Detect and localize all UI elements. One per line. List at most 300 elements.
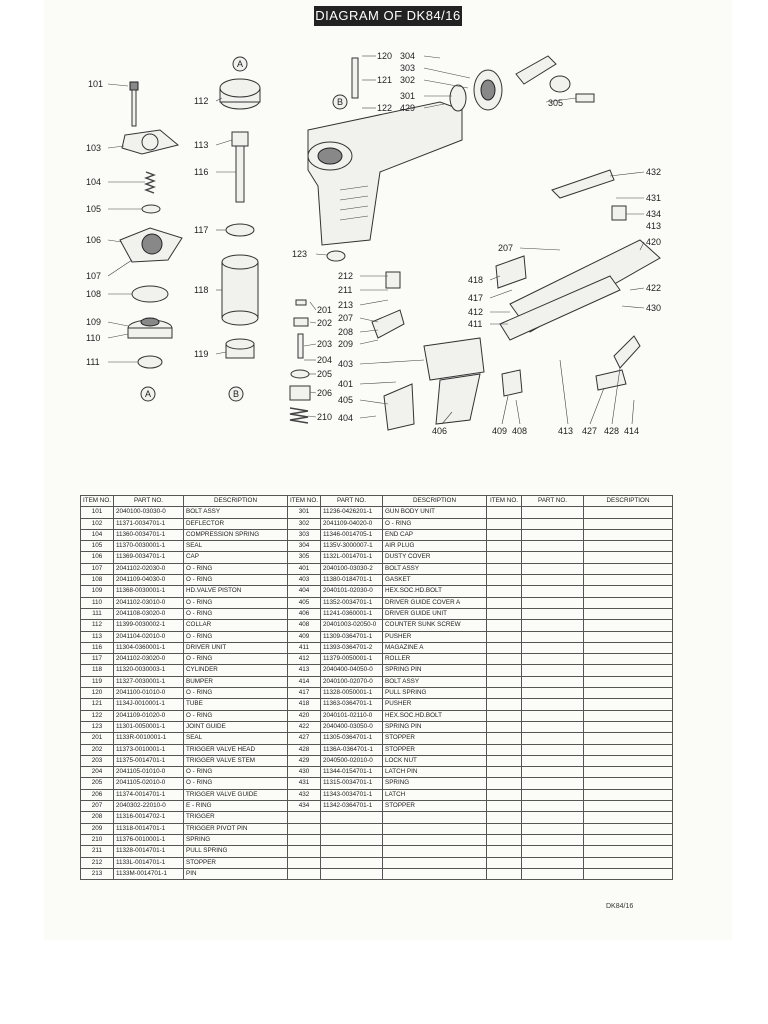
o-ring-302 [450, 85, 466, 111]
table-cell [584, 710, 673, 721]
table-row [81, 699, 673, 710]
table-cell: 413 [288, 665, 321, 676]
callout-411: 411 [468, 319, 483, 329]
table-cell: 2040302-22010-0 [114, 801, 184, 812]
table-cell: 2041102-03020-0 [114, 654, 184, 665]
table-cell [522, 789, 584, 800]
table-row [81, 755, 673, 766]
table-cell [584, 778, 673, 789]
table-cell [487, 665, 522, 676]
callout-303: 303 [400, 63, 416, 73]
table-cell: 11373-0010001-1 [114, 744, 184, 755]
table-cell [584, 733, 673, 744]
table-cell [522, 631, 584, 642]
table-cell: 431 [288, 778, 321, 789]
table-cell: BOLT ASSY [383, 563, 487, 574]
seal-105 [142, 205, 160, 213]
callout-212: 212 [338, 271, 354, 281]
callout-202: 202 [317, 318, 333, 328]
table-row [81, 812, 673, 823]
callout-103: 103 [86, 143, 102, 153]
table-cell: 429 [288, 755, 321, 766]
callout-101: 101 [88, 79, 104, 89]
table-cell [522, 699, 584, 710]
air-plug-304 [516, 56, 556, 84]
table-cell: 2041109-04020-0 [321, 518, 383, 529]
table-cell [584, 631, 673, 642]
table-cell: 11380-0184701-1 [321, 575, 383, 586]
table-cell [522, 846, 584, 857]
table-cell [487, 631, 522, 642]
table-cell: 2040101-02030-0 [321, 586, 383, 597]
table-cell: 11399-0030002-1 [114, 620, 184, 631]
callout-428: 428 [604, 426, 620, 436]
collar-112 [220, 79, 260, 109]
callout-113: 113 [194, 140, 209, 150]
table-cell [584, 767, 673, 778]
table-cell [584, 755, 673, 766]
table-cell: COUNTER SUNK SCREW [383, 620, 487, 631]
table-cell [487, 620, 522, 631]
table-cell [522, 778, 584, 789]
table-cell: CAP [184, 552, 288, 563]
table-row [81, 846, 673, 857]
table-cell: 428 [288, 744, 321, 755]
bumper-119 [226, 339, 254, 358]
table-cell: STOPPER [383, 744, 487, 755]
marker-b-top: B [337, 97, 344, 107]
callout-403: 403 [338, 359, 354, 369]
table-header-row [81, 496, 673, 507]
table-cell: TRIGGER VALVE HEAD [184, 744, 288, 755]
seal-201 [296, 300, 306, 305]
bolt-assy-101 [130, 82, 138, 126]
table-cell: 417 [288, 688, 321, 699]
table-cell: 11316-0014702-1 [114, 812, 184, 823]
latch-432 [552, 170, 614, 198]
table-row [81, 631, 673, 642]
table-row [81, 789, 673, 800]
table-cell: SEAL [184, 733, 288, 744]
table-cell: PIN [184, 868, 288, 879]
table-row [81, 541, 673, 552]
table-cell: 11327-0030001-1 [114, 676, 184, 687]
callout-430: 430 [646, 303, 662, 313]
table-cell [584, 868, 673, 879]
callout-404: 404 [338, 413, 354, 423]
exploded-view-diagram [0, 0, 768, 470]
table-cell [522, 541, 584, 552]
callout-207: 207 [338, 313, 354, 323]
table-cell: 403 [288, 575, 321, 586]
table-cell [288, 812, 321, 823]
table-row [81, 586, 673, 597]
table-cell [522, 676, 584, 687]
table-cell: 411 [288, 642, 321, 653]
table-cell [487, 654, 522, 665]
table-cell [522, 812, 584, 823]
table-cell [584, 665, 673, 676]
table-cell: 11379-0050001-1 [321, 654, 383, 665]
table-cell: 2040500-02010-0 [321, 755, 383, 766]
marker-a-bottom: A [145, 389, 152, 399]
table-cell [487, 597, 522, 608]
table-cell [487, 575, 522, 586]
table-cell [584, 563, 673, 574]
table-row [81, 507, 673, 518]
table-cell: LOCK NUT [383, 755, 487, 766]
table-row [81, 868, 673, 879]
table-cell: 2041109-01020-0 [114, 710, 184, 721]
callout-409: 409 [492, 426, 508, 436]
callout-108: 108 [86, 289, 102, 299]
table-cell: 1136A-0364701-1 [321, 744, 383, 755]
table-cell [584, 518, 673, 529]
callout-213: 213 [338, 300, 354, 310]
marker-b-bottom: B [233, 389, 240, 399]
table-cell: 118 [81, 665, 114, 676]
table-cell [288, 823, 321, 834]
table-cell: O - RING [184, 778, 288, 789]
driver-guide-cover-405 [384, 384, 414, 430]
table-cell: 122 [81, 710, 114, 721]
table-cell [522, 857, 584, 868]
table-cell: TRIGGER VALVE STEM [184, 755, 288, 766]
table-cell: 418 [288, 699, 321, 710]
table-cell: TUBE [184, 699, 288, 710]
stopper-434 [612, 206, 626, 220]
table-cell: O - RING [383, 518, 487, 529]
table-row [81, 608, 673, 619]
table-cell: 107 [81, 563, 114, 574]
table-cell: 2041105-01010-0 [114, 767, 184, 778]
table-cell [321, 812, 383, 823]
table-cell: 11305-0364701-1 [321, 733, 383, 744]
callout-305: 305 [548, 98, 564, 108]
table-cell [487, 812, 522, 823]
table-cell: O - RING [184, 710, 288, 721]
trigger-valve-head-202 [294, 318, 308, 326]
table-cell [522, 552, 584, 563]
callout-123: 123 [292, 249, 308, 259]
gun-body-301 [308, 102, 462, 245]
table-cell [487, 529, 522, 540]
table-cell [584, 857, 673, 868]
callout-201: 201 [317, 305, 333, 315]
table-row [81, 834, 673, 845]
table-cell [487, 744, 522, 755]
table-cell: 120 [81, 688, 114, 699]
table-cell [522, 744, 584, 755]
table-cell [584, 552, 673, 563]
pusher-418 [496, 256, 526, 288]
callout-413-bottom: 413 [558, 426, 574, 436]
callout-105: 105 [86, 204, 102, 214]
table-cell: 401 [288, 563, 321, 574]
table-cell [487, 846, 522, 857]
table-cell [487, 868, 522, 879]
table-cell: HEX.SOC.HD.BOLT [383, 710, 487, 721]
table-cell [522, 518, 584, 529]
table-cell: PUSHER [383, 631, 487, 642]
table-cell [584, 507, 673, 518]
table-cell [487, 789, 522, 800]
column-header: PART NO. [321, 496, 383, 507]
table-cell: 210 [81, 834, 114, 845]
table-cell [522, 563, 584, 574]
table-cell [487, 688, 522, 699]
callout-104: 104 [86, 177, 102, 187]
table-row [81, 642, 673, 653]
table-cell: O - RING [184, 688, 288, 699]
callout-414: 414 [624, 426, 640, 436]
table-cell: STOPPER [383, 733, 487, 744]
table-cell [487, 767, 522, 778]
table-cell [584, 744, 673, 755]
table-row [81, 676, 673, 687]
o-ring-205 [291, 370, 309, 378]
compression-spring-104 [146, 172, 154, 193]
table-cell [584, 688, 673, 699]
table-row [81, 721, 673, 732]
table-cell: 11393-0364701-2 [321, 642, 383, 653]
driver-unit-116 [232, 132, 248, 202]
table-cell: 206 [81, 789, 114, 800]
table-cell: COMPRESSION SPRING [184, 529, 288, 540]
table-cell [487, 857, 522, 868]
table-cell [487, 699, 522, 710]
table-cell: O - RING [184, 631, 288, 642]
callout-418: 418 [468, 275, 484, 285]
table-cell [584, 801, 673, 812]
table-cell: 205 [81, 778, 114, 789]
table-row [81, 778, 673, 789]
table-cell [522, 597, 584, 608]
deflector-103 [122, 130, 178, 154]
table-cell: 422 [288, 721, 321, 732]
table-row [81, 823, 673, 834]
table-cell: 2041104-02010-0 [114, 631, 184, 642]
table-cell: 11342-0364701-1 [321, 801, 383, 812]
table-cell [584, 575, 673, 586]
table-cell: 1132L-0014701-1 [321, 552, 383, 563]
diagram-title: DIAGRAM OF DK84/16 [314, 6, 462, 26]
table-cell [487, 710, 522, 721]
table-cell: 2041109-04030-0 [114, 575, 184, 586]
table-cell [487, 586, 522, 597]
table-cell: 11376-0010001-1 [114, 834, 184, 845]
table-cell [522, 529, 584, 540]
table-cell: 202 [81, 744, 114, 755]
table-row [81, 518, 673, 529]
callout-420: 420 [646, 237, 662, 247]
callout-434: 434 [646, 209, 662, 219]
table-cell [584, 823, 673, 834]
column-header: PART NO. [522, 496, 584, 507]
table-cell: PULL SPRING [184, 846, 288, 857]
table-cell: 11360-0034701-1 [114, 529, 184, 540]
callout-112: 112 [194, 96, 209, 106]
table-cell [288, 868, 321, 879]
callout-106: 106 [86, 235, 102, 245]
callout-121: 121 [377, 75, 393, 85]
table-cell: 121 [81, 699, 114, 710]
table-cell [288, 834, 321, 845]
callout-207-magazine: 207 [498, 243, 514, 253]
callout-110: 110 [86, 333, 101, 343]
callout-429: 429 [400, 103, 416, 113]
table-cell [288, 846, 321, 857]
table-cell: JOINT GUIDE [184, 721, 288, 732]
table-cell: BOLT ASSY [184, 507, 288, 518]
callout-210: 210 [317, 412, 333, 422]
table-row [81, 529, 673, 540]
table-row [81, 767, 673, 778]
table-cell: MAGAZINE A [383, 642, 487, 653]
table-cell: PUSHER [383, 699, 487, 710]
callout-205: 205 [317, 369, 333, 379]
table-cell: 11343-0034701-1 [321, 789, 383, 800]
table-cell: 408 [288, 620, 321, 631]
table-cell: 212 [81, 857, 114, 868]
table-cell: 201 [81, 733, 114, 744]
table-cell [522, 755, 584, 766]
callout-405: 405 [338, 395, 354, 405]
table-cell: 304 [288, 541, 321, 552]
trigger-valve-stem-203 [298, 334, 303, 358]
table-cell: PULL SPRING [383, 688, 487, 699]
table-cell: 11371-0034701-1 [114, 518, 184, 529]
table-cell [584, 608, 673, 619]
table-cell: 108 [81, 575, 114, 586]
leader-lines [108, 56, 644, 424]
table-cell [522, 507, 584, 518]
table-cell [522, 665, 584, 676]
table-cell: TRIGGER VALVE GUIDE [184, 789, 288, 800]
table-cell: 117 [81, 654, 114, 665]
table-cell [522, 823, 584, 834]
o-ring-117 [226, 224, 254, 236]
table-cell: 1133L-0014701-1 [114, 857, 184, 868]
table-cell [584, 541, 673, 552]
table-cell [383, 868, 487, 879]
table-cell [584, 834, 673, 845]
table-cell [522, 586, 584, 597]
callout-122: 122 [377, 103, 393, 113]
callout-412: 412 [468, 307, 484, 317]
table-cell [487, 778, 522, 789]
table-cell: SPRING PIN [383, 721, 487, 732]
table-cell [487, 518, 522, 529]
table-cell: 109 [81, 586, 114, 597]
callout-120: 120 [377, 51, 393, 61]
table-cell: 119 [81, 676, 114, 687]
table-cell: 111 [81, 608, 114, 619]
table-cell: 11346-0014705-1 [321, 529, 383, 540]
stopper-427 [596, 370, 626, 390]
joint-guide-123 [327, 251, 345, 261]
table-cell: 11368-0030001-1 [114, 586, 184, 597]
table-cell: 2040100-03030-2 [321, 563, 383, 574]
callout-107: 107 [86, 271, 102, 281]
table-cell [383, 812, 487, 823]
column-header: ITEM NO. [81, 496, 114, 507]
table-row [81, 665, 673, 676]
table-cell: O - RING [184, 575, 288, 586]
table-row [81, 710, 673, 721]
cylinder-118 [222, 255, 258, 325]
table-cell: 11320-0030003-1 [114, 665, 184, 676]
table-cell: 2040101-02110-0 [321, 710, 383, 721]
table-cell: 412 [288, 654, 321, 665]
table-cell: 301 [288, 507, 321, 518]
table-cell: 432 [288, 789, 321, 800]
table-row [81, 620, 673, 631]
table-cell: SPRING PIN [383, 665, 487, 676]
table-cell [487, 541, 522, 552]
table-cell: 204 [81, 767, 114, 778]
table-cell [383, 857, 487, 868]
callout-427: 427 [582, 426, 598, 436]
driver-guide-unit-406 [424, 338, 484, 424]
table-cell: 11328-0014701-1 [114, 846, 184, 857]
table-cell: 213 [81, 868, 114, 879]
table-cell: 2041100-01010-0 [114, 688, 184, 699]
callout-109: 109 [86, 317, 102, 327]
table-cell: ROLLER [383, 654, 487, 665]
table-row [81, 563, 673, 574]
table-cell: O - RING [184, 767, 288, 778]
table-cell: O - RING [184, 654, 288, 665]
table-cell [383, 834, 487, 845]
table-cell [522, 654, 584, 665]
table-cell [321, 823, 383, 834]
table-cell [584, 721, 673, 732]
cap-106 [120, 228, 182, 262]
column-header: PART NO. [114, 496, 184, 507]
table-cell: AIR PLUG [383, 541, 487, 552]
table-cell: 110 [81, 597, 114, 608]
callout-209: 209 [338, 339, 354, 349]
table-cell [487, 755, 522, 766]
table-cell: 11370-0030001-1 [114, 541, 184, 552]
pusher-409 [502, 370, 522, 396]
table-cell: 11344-0154701-1 [321, 767, 383, 778]
table-cell: 105 [81, 541, 114, 552]
table-cell: 2040400-03050-0 [321, 721, 383, 732]
table-cell: 11352-0034701-1 [321, 597, 383, 608]
table-cell: 11309-0364701-1 [321, 631, 383, 642]
table-cell: GUN BODY UNIT [383, 507, 487, 518]
table-cell [487, 608, 522, 619]
table-cell: DRIVER UNIT [184, 642, 288, 653]
table-cell [383, 823, 487, 834]
table-cell [522, 868, 584, 879]
callout-203: 203 [317, 339, 333, 349]
callout-116: 116 [194, 167, 209, 177]
table-cell: 1133R-0010001-1 [114, 733, 184, 744]
column-header: ITEM NO. [288, 496, 321, 507]
table-cell [522, 733, 584, 744]
table-cell [487, 507, 522, 518]
table-cell [321, 846, 383, 857]
table-cell [522, 767, 584, 778]
callout-432: 432 [646, 167, 662, 177]
table-cell: 123 [81, 721, 114, 732]
trigger-208 [372, 272, 404, 338]
table-cell [584, 597, 673, 608]
callout-301: 301 [400, 91, 416, 101]
